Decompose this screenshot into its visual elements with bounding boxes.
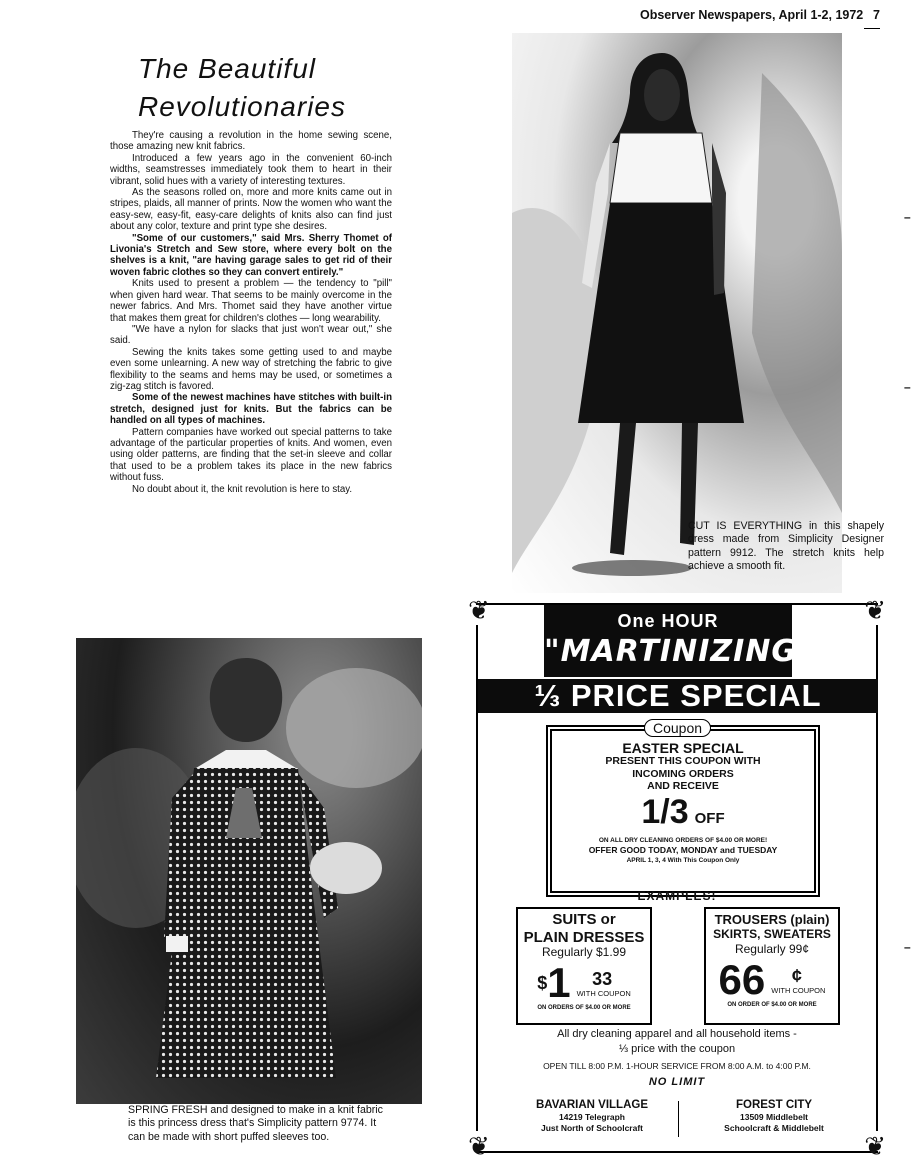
price-special-banner: ⅓ PRICE SPECIAL (478, 679, 878, 713)
page-number-rule (864, 28, 880, 29)
photo-polka-dot-dress (76, 638, 422, 1104)
headline-line-2: Revolutionaries (138, 91, 346, 122)
coupon-line-3: AND RECEIVE (647, 780, 719, 792)
ad-all-items-line-1: All dry cleaning apparel and all household items - (557, 1028, 797, 1040)
article-paragraph: Pattern companies have worked out special patterns to take advantage of the particular properties of knits. And women, even using older patterns, are finding that the set-in sleeve and collar that used to be a problem takes its place in the new fabrics without fuss. (110, 426, 392, 484)
with-coupon-label: WITH COUPON (771, 985, 826, 995)
price-cents-group (574, 969, 631, 998)
example-trousers-footnote: ON ORDER OF $4.00 OR MORE (727, 1002, 817, 1008)
coupon-dates: APRIL 1, 3, 4 With This Coupon Only (626, 856, 740, 864)
price-main: 66 (718, 956, 766, 1003)
location-directions: Just North of Schoolcraft (540, 1123, 643, 1133)
example-trousers-box (704, 907, 840, 1025)
article-paragraph: They're causing a revolution in the home sewing scene, those amazing new knit fabrics. (110, 130, 392, 153)
example-trousers-title-2: SKIRTS, SWEATERS (713, 927, 831, 941)
example-suits-box (516, 907, 652, 1025)
article-paragraph: "We have a nylon for slacks that just won't wear out," she said. (110, 323, 392, 347)
location-address: 14219 Telegraph (559, 1112, 625, 1122)
coupon-fraction: 1/3 (641, 792, 689, 831)
price-cents: 33 (592, 968, 613, 989)
photo-caption-bottom: SPRING FRESH and designed to make in a knit fabric is this princess dress that's Simplicity pattern 9774. It can be made with short puffed sleeves too. (128, 1104, 383, 1143)
ad-all-items-line-2: ⅓ price with the coupon (618, 1043, 736, 1055)
easter-coupon (546, 720, 820, 897)
article-paragraph-quote: "Some of our customers," said Mrs. Sherry Thomet of Livonia's Stretch and Sew store, where every bolt on the shelves is a knit, "are having garage sales to get rid of their woven fabric clothes so they can convert entirely." (110, 232, 392, 278)
scan-mark: – (904, 940, 911, 954)
ad-border-bottom (476, 1151, 878, 1153)
location-name: BAVARIAN VILLAGE (535, 1099, 649, 1111)
location-forest-city (694, 1099, 854, 1134)
article-paragraph: Sewing the knits takes some getting used to and maybe even some unlearning. A new way of stretching the fabric to give flexibility to the seams and hems may be used, or sometimes a zig-zag stitch is favored. (110, 346, 392, 392)
masthead-text: Observer Newspapers, April 1-2, 1972 (640, 8, 864, 22)
photo-caption-top: CUT IS EVERYTHING in this shapely dress made from Simplicity Designer pattern 9912. The stretch knits help achieve a smooth fit. (688, 520, 884, 573)
example-suits-title-1: SUITS or (552, 911, 616, 928)
page-number: 7 (873, 8, 880, 22)
logo-martinizing: "MARTINIZING" (544, 634, 814, 669)
coupon-tag: Coupon (644, 719, 711, 737)
headline-line-1: The Beautiful (138, 53, 316, 84)
martinizing-logo (544, 605, 814, 677)
article-paragraph: No doubt about it, the knit revolution is here to stay. (132, 483, 353, 495)
article-body (110, 130, 392, 495)
martinizing-advertisement (468, 597, 886, 1159)
coupon-line-1: PRESENT THIS COUPON WITH (605, 755, 761, 767)
location-divider (678, 1101, 679, 1137)
example-suits-footnote: ON ORDERS OF $4.00 OR MORE (537, 1005, 631, 1011)
masthead-header (640, 8, 880, 26)
photo-woman-walking-illustration (512, 33, 842, 593)
scan-mark: – (904, 210, 911, 224)
price-cents-group (768, 966, 825, 995)
coupon-offer-days: OFFER GOOD TODAY, MONDAY and TUESDAY (588, 844, 778, 855)
article-paragraph: As the seasons rolled on, more and more knits came out in stripes, plaids, all manner of prints. Now the women who want the easy-sew, easy-fit, easy-care delights of knits also can find just about any color, texture and print type she desires. (110, 187, 392, 233)
example-suits-sale-price (518, 959, 650, 1006)
location-directions: Schoolcraft & Middlebelt (724, 1123, 824, 1133)
corner-ornament-icon: ❦ (468, 595, 490, 625)
ad-store-hours: OPEN TILL 8:00 P.M. 1-HOUR SERVICE FROM 8:00 A.M. to 4:00 P.M. (543, 1061, 811, 1071)
location-name: FOREST CITY (735, 1099, 813, 1111)
location-address: 13509 Middlebelt (739, 1112, 809, 1122)
example-suits-title-2: PLAIN DRESSES (523, 929, 645, 946)
with-coupon-label: WITH COUPON (576, 988, 631, 998)
article-paragraph: Knits used to present a problem — the tendency to "pill" when given hard wear. That seems to be mainly overcome in the newer fabrics. And Mrs. Thomet said they have another virtue that makes them great for children's clothes — long wearability. (110, 278, 392, 324)
example-trousers-sale-price (706, 956, 838, 1003)
corner-ornament-icon: ❦ (864, 595, 886, 625)
logo-one-hour: One HOUR (617, 611, 719, 631)
price-main: 1 (547, 959, 571, 1006)
photo-polka-dot-dress-illustration (76, 638, 422, 1104)
example-trousers-regular-price: Regularly 99¢ (734, 942, 810, 956)
coupon-fine-print: ON ALL DRY CLEANING ORDERS OF $4.00 OR MORE! (598, 836, 768, 844)
location-bavarian-village (512, 1099, 672, 1134)
example-trousers-title-1: TROUSERS (plain) (714, 912, 830, 927)
article-headline (138, 50, 438, 126)
corner-ornament-icon: ❦ (864, 1131, 886, 1161)
corner-ornament-icon: ❦ (468, 1131, 490, 1161)
photo-woman-walking (512, 33, 842, 593)
coupon-discount (552, 792, 814, 836)
scan-mark: – (904, 380, 911, 394)
example-suits-regular-price: Regularly $1.99 (541, 945, 627, 959)
coupon-title: EASTER SPECIAL (622, 740, 744, 756)
currency-symbol: $ (537, 973, 548, 993)
coupon-line-2: INCOMING ORDERS (632, 767, 734, 780)
article-paragraph: Introduced a few years ago in the convenient 60-inch widths, seamstresses immediately took them to heart in their vibrant, solid hues with a variety of interesting textures. (110, 152, 392, 187)
ad-no-limit: NO LIMIT (648, 1076, 706, 1088)
coupon-off: OFF (694, 809, 725, 827)
examples-heading: EXAMPLES! (637, 889, 717, 903)
article-paragraph-highlight: Some of the newest machines have stitches with built-in stretch, designed just for knits. But the fabrics can be handled on all types of machines. (110, 392, 392, 427)
ad-all-items-text (468, 1027, 886, 1057)
cents-sign: ¢ (791, 965, 802, 986)
